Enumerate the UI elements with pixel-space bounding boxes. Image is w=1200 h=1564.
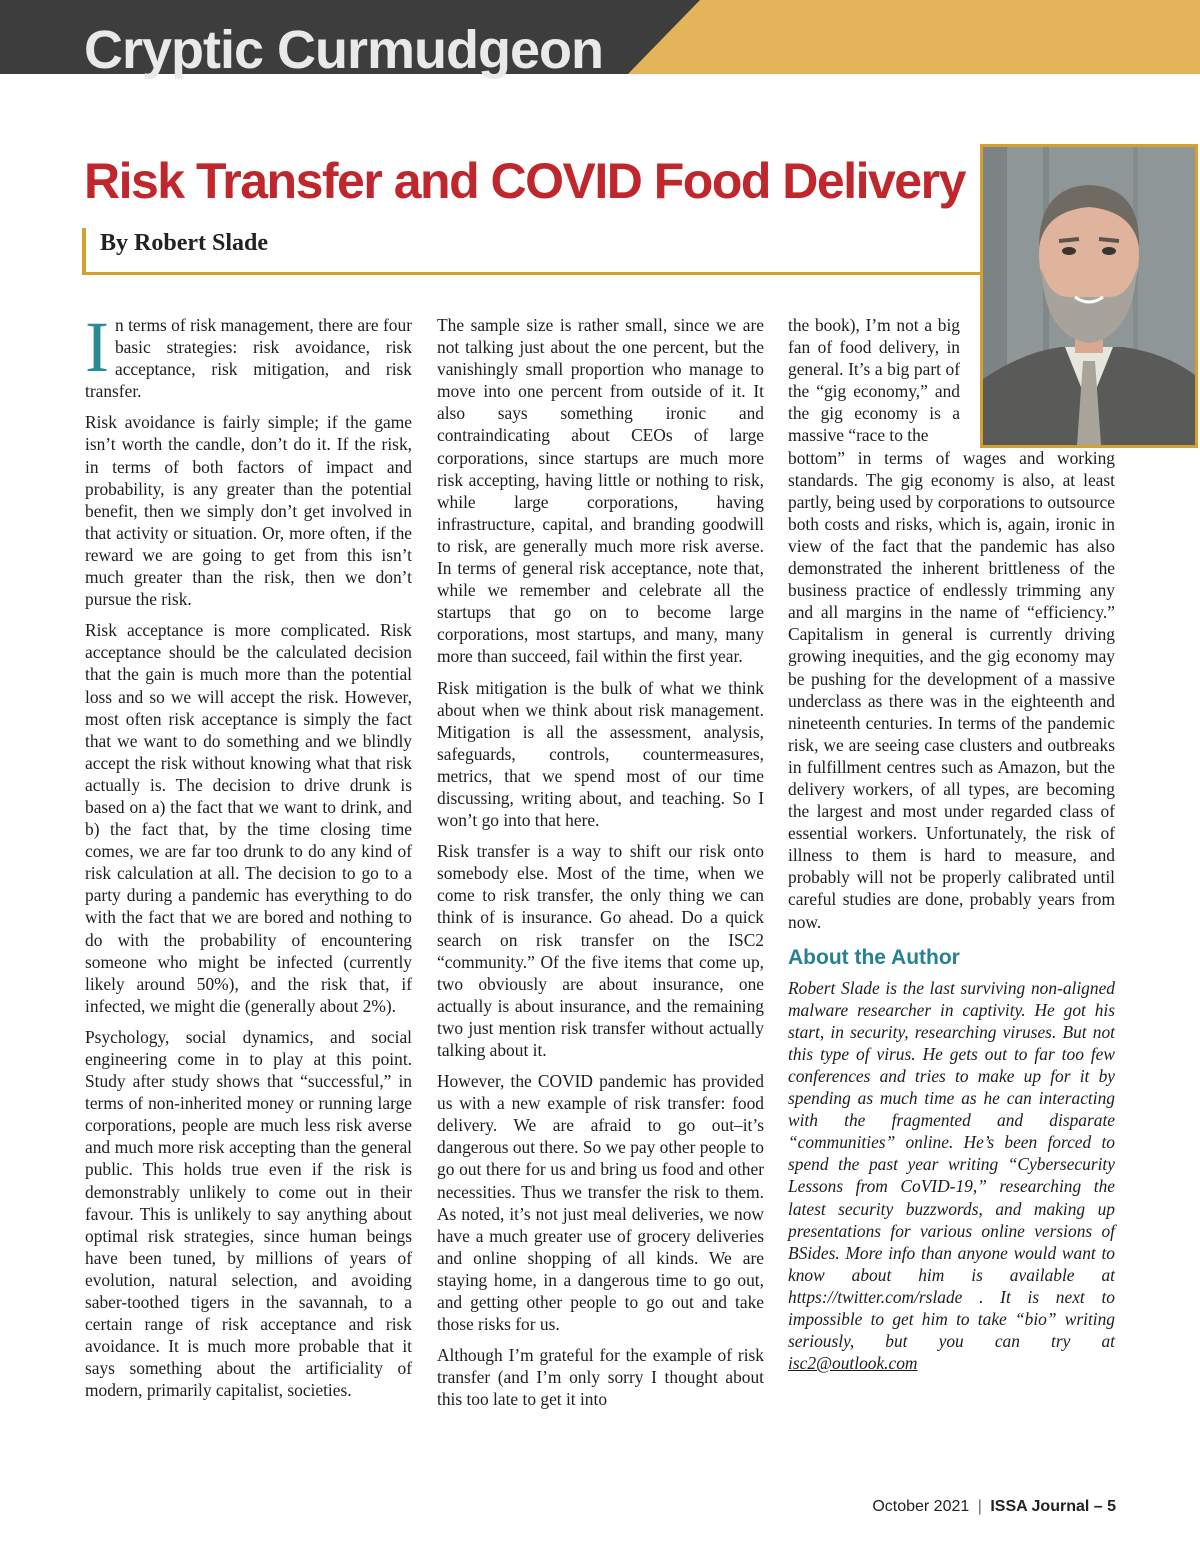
title-rule: [82, 272, 982, 275]
author-bio: Robert Slade is the last surviving non-aligned malware researcher in captivity. He got his start, in security, researching viruses. But not this type of virus. He gets out to far too few conferences and tries to make up for it by spending as much time as he can interacting with the fragmented and disparate “communities” online. He’s been forced to spend the past year writing “Cybersecurity Lessons from CoVID-19,” researching the latest security buzzwords, and making up presentations for various online versions of BSides. More info than anyone would want to know about him is available at https://twitter.com/rslade . It is next to impossible to get him to take “bio” writing seriously, but you can try at isc2@outlook.com: [788, 977, 1115, 1374]
footer-journal-page: ISSA Journal – 5: [990, 1498, 1116, 1515]
paragraph-risk-mitigation: Risk mitigation is the bulk of what we think about when we think about risk management. Mitigation is all the assessment, analysis, safeguards, controls, countermeasures, metrics, that we spend most of our time discussing, writing about, and teaching. So I won’t go into that here.: [437, 677, 764, 831]
byline: By Robert Slade: [100, 230, 268, 256]
paragraph-book-continued: the book), I’m not a big fan of food delivery, in general. It’s a big part of the “gig economy,” and the gig economy is a massive “race to the: [788, 315, 960, 446]
column-1: [85, 307, 412, 1411]
column-3: [788, 314, 1115, 1383]
header-band: [0, 0, 1200, 80]
author-email-link[interactable]: isc2@outlook.com: [788, 1353, 918, 1374]
section-title: Cryptic Curmudgeon: [84, 20, 604, 80]
column-2: [437, 314, 764, 1420]
paragraph-sample-size: The sample size is rather small, since we are not talking just about the one percent, but the vanishingly small proportion who manage to move into one percent from outside of it. It also says something ironic and contraindicating about CEOs of large corporations, since startups are much more risk accepting, having little or nothing to risk, while large corporations, having infrastructure, capital, and branding goodwill to risk, are generally much more risk averse. In terms of general risk acceptance, note that, while we remember and celebrate all the startups that go on to become large corporations, most startups, and many, many more than succeed, fail within the first year.: [437, 315, 764, 667]
footer-date: October 2021: [872, 1498, 970, 1515]
paragraph-risk-avoidance: Risk avoidance is fairly simple; if the game isn’t worth the candle, don’t do it. If the risk, in terms of both factors of impact and probability, is any greater than the potential benefit, then we simply don’t get involved in that activity or situation. Or, more often, if the reward we are going to get from this isn’t much greater than the risk, then we don’t pursue the risk.: [85, 412, 412, 610]
paragraph-risk-acceptance: Risk acceptance is more complicated. Risk acceptance should be the calculated decision that the gain is much more than the potential loss and so we will accept the risk. However, most often risk acceptance is simply the fact that we want to do something and we blindly accept the risk without knowing what that risk actually is. The decision to drive drunk is based on a) the fact that we want to drink, and b) the fact that, by the time closing time comes, we are far too drunk to do any kind of risk calculation at all. The decision to go to a party during a pandemic has everything to do with the fact that we are bored and nothing to do with the probability of encountering someone who might be infected (currently likely around 50%), and the risk that, if infected, we might die (generally about 2%).: [85, 620, 412, 1016]
paragraph-grateful: Although I’m grateful for the example of risk transfer (and I’m only sorry I thought about this too late to get it into: [437, 1345, 764, 1410]
paragraph-gig-economy: bottom” in terms of wages and working standards. The gig economy is also, at least partly, being used by corporations to outsource both costs and risks, which is, again, ironic in view of the fact that the pandemic has also demonstrated the inherent brittleness of the business practice of endlessly trimming any and all margins in the name of “efficiency.” Capitalism in general is currently driving growing inequities, and the gig economy may be pushing for the development of a massive underclass as there was in the eighteenth and nineteenth centuries. In terms of the pandemic risk, we are seeing case clusters and outbreaks in fulfillment centres such as Amazon, but the delivery workers, of all types, are becoming the largest and most under regarded class of essential workers. Unfortunately, the risk of illness to them is hard to measure, and probably will not be properly calibrated until careful studies are done, probably years from now.: [788, 447, 1115, 932]
paragraph-covid-example: However, the COVID pandemic has provided us with a new example of risk transfer: food delivery. We are afraid to go out–it’s dangerous out there. So we pay other people to go out there for us and bring us food and other necessities. Thus we transfer the risk to them. As noted, it’s not just meal deliveries, we now have a much greater use of grocery deliveries and online shopping of all kinds. We are staying home, in a dangerous time to go out, and getting other people to go out and take those risks for us.: [437, 1071, 764, 1335]
paragraph-psychology: Psychology, social dynamics, and social engineering come in to play at this point. Study after study shows that “successful,” in terms of non-inherited money or running large corporations, people are much less risk averse and much more risk accepting than the general public. This holds true even if the risk is demonstrably unlikely to come out in their favour. This is unlikely to say anything about optimal risk strategies, since human beings have been tuned, by millions of years of evolution, natural selection, and avoiding saber-toothed tigers in the savannah, to a certain range of risk acceptance and risk avoidance. It is much more probable that it says something about the artificiality of modern, primarily capitalist, societies.: [85, 1026, 412, 1401]
byline-block: [82, 228, 986, 274]
paragraph-intro: In terms of risk management, there are four basic strategies: risk avoidance, risk acceptance, risk mitigation, and risk transfer.: [85, 307, 412, 402]
article-title: Risk Transfer and COVID Food Delivery: [84, 153, 965, 209]
paragraph-risk-transfer: Risk transfer is a way to shift our risk onto somebody else. Most of the time, when we come to risk transfer, the only thing we can think of is insurance. Go ahead. Do a quick search on risk transfer on the ISC2 “community.” Of the five items that come up, two obviously are about insurance, one actually is about insurance, and the remaining two just mention risk transfer without actually talking about it.: [437, 841, 764, 1060]
about-author-heading: About the Author: [788, 945, 960, 969]
page-footer: [872, 1498, 1116, 1516]
footer-separator: |: [977, 1498, 982, 1515]
drop-cap: I: [85, 307, 109, 387]
